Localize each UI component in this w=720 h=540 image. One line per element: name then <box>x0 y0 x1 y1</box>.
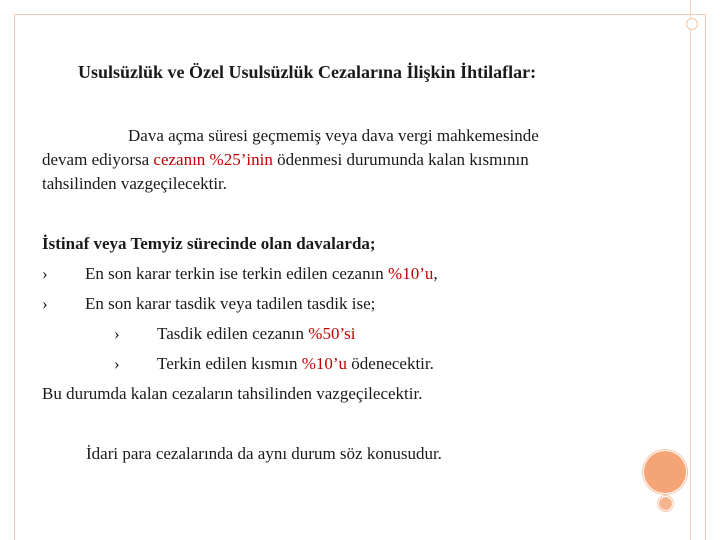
paragraph-highlight: cezanın %25’inin <box>153 150 273 169</box>
decorative-circle-top-icon <box>686 18 698 30</box>
section-title: İstinaf veya Temyiz sürecinde olan davalarda; <box>42 234 376 253</box>
paragraph-line2-after: ödenmesi durumunda kalan kısmının <box>272 150 529 169</box>
decorative-circle-large-icon <box>643 450 687 494</box>
paragraph-line2-before: devam ediyorsa <box>42 150 154 169</box>
list-item <box>42 264 438 284</box>
intro-paragraph <box>42 124 642 196</box>
sub-bullet-highlight: %50’si <box>308 324 356 343</box>
bullet-after: , <box>433 264 438 283</box>
decorative-line <box>690 0 691 540</box>
bullet-text: En son karar terkin ise terkin edilen cezanın <box>85 264 389 283</box>
paragraph-line1: Dava açma süresi geçmemiş veya dava vergi mahkemesinde <box>128 126 539 145</box>
bullet-text: En son karar tasdik veya tadilen tasdik ise; <box>85 294 376 313</box>
sub-bullet-highlight: %10’u <box>301 354 348 373</box>
sub-bullet-marker-icon: › <box>114 324 120 343</box>
bullet-marker-icon: › <box>42 264 48 283</box>
note-text: İdari para cezalarında da aynı durum söz konusudur. <box>86 444 442 463</box>
sub-bullet-marker-icon: › <box>114 354 120 373</box>
sub-bullet-after: ödenecektir. <box>347 354 434 373</box>
list-item <box>42 294 375 314</box>
paragraph-line3: tahsilinden vazgeçilecektir. <box>42 174 228 193</box>
sub-bullet-text: Tasdik edilen cezanın <box>157 324 309 343</box>
bullet-marker-icon: › <box>42 294 48 313</box>
sub-bullet-text: Terkin edilen kısmın <box>157 354 302 373</box>
summary-text: Bu durumda kalan cezaların tahsilinden vazgeçilecektir. <box>42 384 423 403</box>
sub-list-item <box>114 354 434 374</box>
bullet-highlight: %10’u <box>388 264 434 283</box>
sub-list-item <box>114 324 356 344</box>
slide-title: Usulsüzlük ve Özel Usulsüzlük Cezalarına İlişkin İhtilaflar: <box>78 62 537 82</box>
decorative-circle-small-icon <box>658 496 673 511</box>
